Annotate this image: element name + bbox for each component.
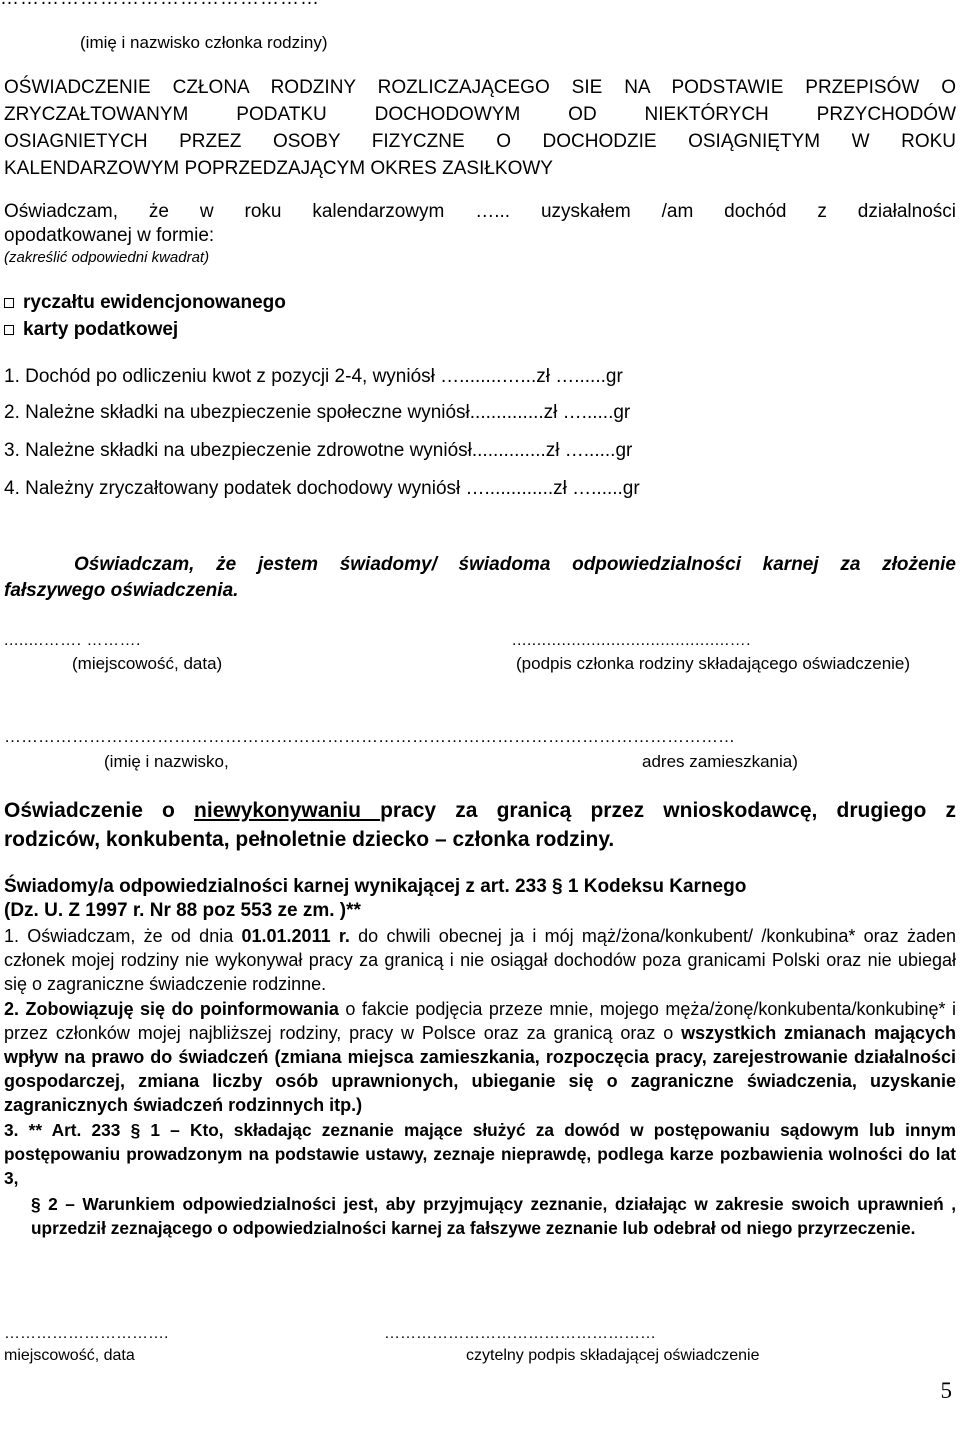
name-address-dots: ………………………………………………………………………………………………………………… xyxy=(4,727,735,746)
instruction-hint: (zakreślić odpowiedni kwadrat) xyxy=(4,249,210,266)
income-item-3: 3. Należne składki na ubezpieczenie zdrowotne wyniósł..............zł …......gr xyxy=(4,440,633,461)
signature-dots: ............................................…. xyxy=(512,632,752,649)
text: 2. xyxy=(4,998,26,1019)
section-heading xyxy=(4,796,956,854)
option-label: karty podatkowej xyxy=(23,319,179,340)
text: 1. Oświadczam, że od dnia xyxy=(4,926,242,946)
footer-signature-caption: czytelny podpis składającej oświadczenie xyxy=(466,1347,760,1364)
text: o fakcie podjęcia przeze mnie, mojego męża/żonę/konkubenta/konkubinę* i przez członków mojej najbliższej rodziny, pracy w Polsce oraz za granicą oraz o xyxy=(4,998,956,1043)
option-lump-sum[interactable] xyxy=(4,292,286,314)
text: do chwili obecnej ja i mój mąż/żona/konkubent/ /konkubina* oraz żaden członek mojej rodziny nie wykonywał pracy za granicą i nie osiągał dochodów poza granicami Polski oraz nie ubiegał się o zagraniczne świadczenie rodzinne. xyxy=(4,926,957,995)
income-item-1: 1. Dochód po odliczeniu kwot z pozycji 2-4, wyniósł …........…...zł …......gr xyxy=(4,366,623,387)
text: Zobowiązuję się do poinformowania xyxy=(25,998,339,1019)
income-item-2: 2. Należne składki na ubezpieczenie społeczne wyniósł..............zł …......gr xyxy=(4,402,631,423)
place-date-dots: ........……. ………. xyxy=(4,632,141,649)
paragraph-2 xyxy=(4,997,956,1118)
name-caption: (imię i nazwisko członka rodziny) xyxy=(80,33,328,52)
heading-line-1 xyxy=(4,796,956,825)
declaration-line-2: fałszywego oświadczenia. xyxy=(4,580,239,601)
heading-line-2: rodziców, konkubenta, pełnoletnie dziecko – członka rodziny. xyxy=(4,828,615,851)
statement-line-2: opodatkowanej w formie: xyxy=(4,225,215,246)
footer-place-date-dots: …………………………. xyxy=(4,1325,169,1342)
title-line-3: OSIAGNIETYCH PRZEZ OSOBY FIZYCZNE O DOCHODZIE OSIĄGNIĘTYM W ROKU xyxy=(4,131,956,152)
name-dots-line xyxy=(0,0,320,10)
statement-line-1: Oświadczam, że w roku kalendarzowym …... uzyskałem /am dochód z działalności xyxy=(4,201,956,222)
checkbox-icon[interactable] xyxy=(4,325,14,335)
title-line-1: OŚWIADCZENIE CZŁONA RODZINY ROZLICZAJĄCEGO SIE NA PODSTAWIE PRZEPISÓW O xyxy=(4,77,956,98)
paragraph-3: 3. ** Art. 233 § 1 – Kto, składając zeznanie mające służyć za dowód w postępowaniu sądowym lub innym postępowaniu prowadzonym na podstawie ustawy, zeznaje nieprawdę, podlega karze pozbawienia wolności do lat 3, xyxy=(4,1119,956,1189)
checkbox-icon[interactable] xyxy=(4,298,14,308)
reference-line-1: Świadomy/a odpowiedzialności karnej wynikającej z art. 233 § 1 Kodeksu Karnego xyxy=(4,876,747,897)
option-tax-card[interactable] xyxy=(4,319,178,341)
income-item-4: 4. Należny zryczałtowany podatek dochodowy wyniósł ….............zł …......gr xyxy=(4,478,640,499)
address-caption: adres zamieszkania) xyxy=(642,752,798,771)
title-line-2: ZRYCZAŁTOWANYM PODATKU DOCHODOWYM OD NIEKTÓRYCH PRZYCHODÓW xyxy=(4,104,956,125)
declaration-line-1: Oświadczam, że jestem świadomy/ świadoma odpowiedzialności karnej za złożenie xyxy=(74,554,956,575)
title-line-4: KALENDARZOWYM POPRZEDZAJĄCYM OKRES ZASIŁKOWY xyxy=(4,158,553,179)
name-caption-2: (imię i nazwisko, xyxy=(104,752,229,771)
signature-caption: (podpis członka rodziny składającego oświadczenie) xyxy=(516,654,911,673)
legal-reference xyxy=(4,875,956,923)
declaration-body xyxy=(4,924,956,1241)
date-value: 01.01.2011 r. xyxy=(241,926,350,946)
place-date-caption: (miejscowość, data) xyxy=(72,654,223,673)
option-label: ryczałtu ewidencjonowanego xyxy=(23,292,286,313)
heading-part: Oświadczenie o xyxy=(4,799,195,822)
footer-signature-dots: …………………………………………… xyxy=(384,1325,656,1342)
paragraph-4: § 2 – Warunkiem odpowiedzialności jest, aby przyjmujący zeznanie, działając w zakresie swoich uprawnień , uprzedził zeznającego o odpowiedzialności karnej za fałszywe zeznanie lub odebrał od niego przyrzeczenie. xyxy=(31,1194,956,1239)
text: wszystkich zmianach mających wpływ na prawo do świadczeń (zmiana miejsca zamieszkania, rozpoczęcia pracy, zarejestrowanie działalności gospodarczej, zmiana liczby osób uprawnionych, ubieganie się o zagraniczne świadczenia, uzyskanie zagranicznych świadczeń rodzinnych itp.) xyxy=(4,1022,956,1116)
paragraph-1 xyxy=(4,924,956,997)
footer-place-date-caption: miejscowość, data xyxy=(4,1347,135,1364)
document-title xyxy=(4,74,956,182)
liability-declaration xyxy=(4,552,956,604)
heading-underlined: niewykonywaniu xyxy=(194,799,381,822)
page-number: 5 xyxy=(940,1378,952,1403)
income-statement xyxy=(4,200,956,248)
heading-part: pracy za granicą przez wnioskodawcę, drugiego z xyxy=(380,799,956,822)
reference-line-2: (Dz. U. Z 1997 r. Nr 88 poz 553 ze zm. )** xyxy=(4,900,361,921)
